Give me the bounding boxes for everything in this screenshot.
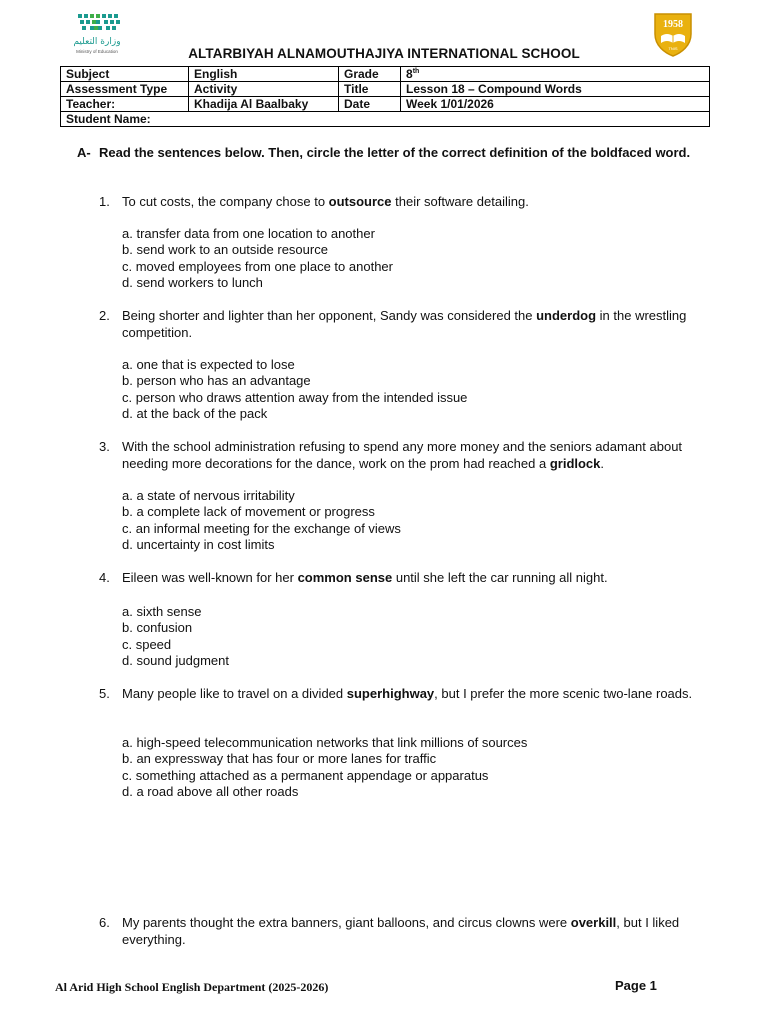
answer-options xyxy=(122,735,527,800)
answer-options xyxy=(122,488,401,553)
question-text-part: My parents thought the extra banners, giant balloons, and circus clowns were xyxy=(122,915,571,930)
answer-option[interactable]: a. a state of nervous irritability xyxy=(122,488,295,503)
question-text xyxy=(122,194,722,211)
question-number: 4. xyxy=(99,570,110,585)
assessment-info-table xyxy=(60,66,710,127)
question-text-part: Many people like to travel on a divided xyxy=(122,686,347,701)
table-row xyxy=(61,82,710,97)
question-text-part: in the wrestling competition. xyxy=(122,308,687,340)
answer-option[interactable]: a. high-speed telecommunication networks that link millions of sources xyxy=(122,735,528,750)
question-text xyxy=(122,915,722,948)
subject-value: English xyxy=(189,67,339,82)
question-text-part: To cut costs, the company chose to xyxy=(122,194,329,209)
answer-option[interactable]: c. moved employees from one place to another xyxy=(122,258,393,274)
logo-arabic-text: وزارة التعليم xyxy=(73,37,121,47)
question-number: 5. xyxy=(99,686,110,701)
answer-option[interactable]: a. transfer data from one location to another xyxy=(122,226,375,241)
answer-option[interactable]: b. confusion xyxy=(122,620,193,636)
answer-option[interactable]: a. sixth sense xyxy=(122,604,202,619)
answer-options xyxy=(122,357,467,422)
question-text xyxy=(122,570,722,587)
footer-department: Al Arid High School English Department (2025-2026) xyxy=(55,980,329,994)
section-instruction: Read the sentences below. Then, circle the letter of the correct definition of the boldfaced word. xyxy=(99,145,691,160)
title-label: Title xyxy=(339,82,401,97)
crest-year: 1958 xyxy=(663,19,683,30)
grade-suffix: th xyxy=(412,68,420,75)
question-text-part: Eileen was well-known for her xyxy=(122,570,298,585)
table-row xyxy=(61,97,710,112)
boldfaced-word: overkill xyxy=(570,915,617,930)
answer-option[interactable]: c. person who draws attention away from the intended issue xyxy=(122,389,468,405)
question-number: 1. xyxy=(99,194,110,209)
question-text xyxy=(122,439,722,472)
answer-options xyxy=(122,604,229,669)
answer-option[interactable]: b. person who has an advantage xyxy=(122,373,311,389)
grade-value: 8 xyxy=(406,67,413,81)
table-row xyxy=(61,67,710,82)
question-text-part: Being shorter and lighter than her opponent, Sandy was considered the xyxy=(122,308,537,323)
answer-option[interactable]: a. one that is expected to lose xyxy=(122,357,295,372)
teacher-value: Khadija Al Baalbaky xyxy=(189,97,339,112)
question-text-part: their software detailing. xyxy=(391,194,529,209)
section-letter: A- xyxy=(77,145,91,160)
answer-option[interactable]: c. something attached as a permanent appendage or apparatus xyxy=(122,767,489,783)
logo-english-text: Ministry of Education xyxy=(76,49,118,54)
grade-label: Grade xyxy=(339,67,401,82)
question-text-part: With the school administration refusing to spend any more money and the seniors adamant about needing more decorations for the dance, work on the prom had reached a xyxy=(122,439,683,471)
answer-option[interactable]: d. a road above all other roads xyxy=(122,783,299,799)
assessment-type-value: Activity xyxy=(189,82,339,97)
boldfaced-word: outsource xyxy=(328,194,392,209)
page-number: Page 1 xyxy=(615,978,657,993)
answer-options xyxy=(122,226,393,291)
teacher-label: Teacher: xyxy=(61,97,189,112)
answer-option[interactable]: c. an informal meeting for the exchange of views xyxy=(122,520,401,536)
answer-option[interactable]: d. uncertainty in cost limits xyxy=(122,536,275,552)
question-text-part: until she left the car running all night. xyxy=(392,570,608,585)
date-label: Date xyxy=(339,97,401,112)
answer-option[interactable]: d. send workers to lunch xyxy=(122,274,263,290)
boldfaced-word: underdog xyxy=(536,308,597,323)
answer-option[interactable]: b. send work to an outside resource xyxy=(122,242,328,258)
answer-option[interactable]: d. at the back of the pack xyxy=(122,405,268,421)
title-value: Lesson 18 – Compound Words xyxy=(401,82,710,97)
subject-label: Subject xyxy=(61,67,189,82)
question-text xyxy=(122,308,722,341)
answer-option[interactable]: b. an expressway that has four or more lanes for traffic xyxy=(122,751,437,767)
boldfaced-word: superhighway xyxy=(346,686,435,701)
date-value: Week 1/01/2026 xyxy=(401,97,710,112)
grade-cell xyxy=(401,67,710,82)
question-number: 2. xyxy=(99,308,110,323)
answer-option[interactable]: b. a complete lack of movement or progress xyxy=(122,504,375,520)
question-text xyxy=(122,686,722,703)
question-text-part: , but I liked everything. xyxy=(122,915,680,947)
answer-option[interactable]: c. speed xyxy=(122,636,172,652)
assessment-type-label: Assessment Type xyxy=(61,82,189,97)
school-name: ALTARBIYAH ALNAMOUTHAJIYA INTERNATIONAL SCHOOL xyxy=(188,46,580,61)
student-name-field[interactable]: Student Name: xyxy=(61,112,710,127)
answer-option[interactable]: d. sound judgment xyxy=(122,652,229,668)
crest-initials: TNIS xyxy=(668,46,678,51)
question-text-part: , but I prefer the more scenic two-lane roads. xyxy=(434,686,693,701)
boldfaced-word: gridlock xyxy=(549,455,601,471)
question-text-part: . xyxy=(600,455,605,471)
question-number: 6. xyxy=(99,915,110,930)
question-number: 3. xyxy=(99,439,110,454)
boldfaced-word: common sense xyxy=(297,570,393,585)
table-row xyxy=(61,112,710,127)
